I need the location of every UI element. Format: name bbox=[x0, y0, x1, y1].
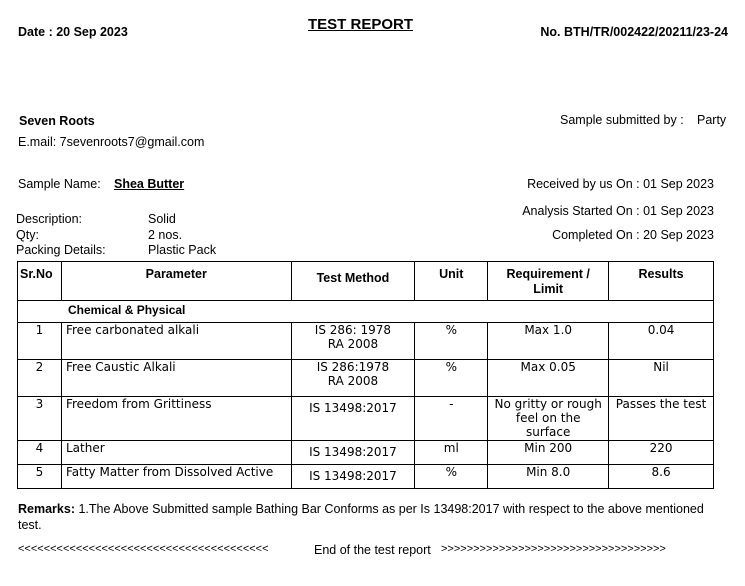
method-line-2: RA 2008 bbox=[327, 374, 379, 388]
client-email: E.mail: 7sevenroots7@gmail.com bbox=[18, 135, 205, 149]
cell-requirement bbox=[488, 397, 609, 441]
cell-requirement: Max 1.0 bbox=[488, 323, 609, 360]
footer-end-text: End of the test report bbox=[314, 543, 431, 557]
table-row bbox=[18, 360, 714, 397]
header-parameter: Parameter bbox=[61, 262, 291, 301]
table-row bbox=[18, 441, 714, 465]
cell-result: Passes the test bbox=[609, 397, 714, 441]
received-date: Received by us On : 01 Sep 2023 bbox=[527, 177, 714, 191]
requirement-line-1: No gritty or rough bbox=[494, 397, 602, 411]
cell-unit: % bbox=[415, 323, 488, 360]
qty-label: Qty: bbox=[16, 228, 39, 242]
cell-method: IS 13498:2017 bbox=[291, 397, 415, 441]
cell-requirement: Min 8.0 bbox=[488, 465, 609, 489]
report-date: Date : 20 Sep 2023 bbox=[18, 25, 128, 39]
packing-value: Plastic Pack bbox=[148, 243, 217, 257]
section-row bbox=[18, 301, 714, 323]
cell-parameter: Lather bbox=[61, 441, 291, 465]
method-line-1: IS 286:1978 bbox=[316, 360, 390, 374]
qty-value: 2 nos. bbox=[148, 228, 183, 242]
report-number: No. BTH/TR/002422/20211/23-24 bbox=[540, 25, 728, 39]
cell-unit: ml bbox=[415, 441, 488, 465]
cell-parameter: Freedom from Grittiness bbox=[61, 397, 291, 441]
table-row bbox=[18, 323, 714, 360]
cell-result: Nil bbox=[609, 360, 714, 397]
cell-method bbox=[291, 360, 415, 397]
header-test-method: Test Method bbox=[291, 262, 415, 301]
client-name: Seven Roots bbox=[19, 114, 95, 128]
footer-left-markers: <<<<<<<<<<<<<<<<<<<<<<<<<<<<<<<<<<<<<<< bbox=[18, 543, 269, 555]
cell-sr: 1 bbox=[18, 323, 62, 360]
table-header-row bbox=[18, 262, 714, 301]
cell-sr: 5 bbox=[18, 465, 62, 489]
cell-sr: 2 bbox=[18, 360, 62, 397]
cell-sr: 3 bbox=[18, 397, 62, 441]
report-title: TEST REPORT bbox=[308, 16, 414, 33]
header-unit: Unit bbox=[415, 262, 488, 301]
sample-submitted-value: Party bbox=[697, 113, 727, 127]
cell-result: 8.6 bbox=[609, 465, 714, 489]
sample-submitted-label: Sample submitted by : bbox=[560, 113, 684, 127]
cell-method: IS 13498:2017 bbox=[291, 465, 415, 489]
table-row bbox=[18, 397, 714, 441]
completed-date: Completed On : 20 Sep 2023 bbox=[552, 228, 714, 242]
cell-sr: 4 bbox=[18, 441, 62, 465]
cell-parameter: Free carbonated alkali bbox=[61, 323, 291, 360]
cell-method bbox=[291, 323, 415, 360]
cell-unit: % bbox=[415, 360, 488, 397]
section-label: Chemical & Physical bbox=[18, 301, 714, 323]
requirement-line-2: feel on the surface bbox=[515, 411, 581, 439]
results-table bbox=[17, 261, 714, 489]
cell-result: 220 bbox=[609, 441, 714, 465]
cell-parameter: Fatty Matter from Dissolved Active bbox=[61, 465, 291, 489]
method-line-2: RA 2008 bbox=[327, 337, 379, 351]
method-line-1: IS 286: 1978 bbox=[314, 323, 392, 337]
cell-requirement: Max 0.05 bbox=[488, 360, 609, 397]
packing-label: Packing Details: bbox=[16, 243, 106, 257]
header-results: Results bbox=[609, 262, 714, 301]
remarks-label: Remarks: bbox=[18, 502, 75, 516]
footer-right-markers: >>>>>>>>>>>>>>>>>>>>>>>>>>>>>>>>>>> bbox=[441, 543, 666, 555]
sample-name-value: Shea Butter bbox=[114, 177, 185, 191]
cell-requirement: Min 200 bbox=[488, 441, 609, 465]
cell-unit: % bbox=[415, 465, 488, 489]
cell-parameter: Free Caustic Alkali bbox=[61, 360, 291, 397]
header-srno: Sr.No bbox=[18, 262, 62, 301]
analysis-started-date: Analysis Started On : 01 Sep 2023 bbox=[522, 204, 714, 218]
table-row bbox=[18, 465, 714, 489]
description-value: Solid bbox=[148, 212, 176, 226]
header-requirement: Requirement / Limit bbox=[488, 262, 609, 301]
remarks-text: 1.The Above Submitted sample Bathing Bar Conforms as per Is 13498:2017 with respect to the above mentioned test. bbox=[18, 502, 704, 532]
description-label: Description: bbox=[16, 212, 82, 226]
cell-method: IS 13498:2017 bbox=[291, 441, 415, 465]
cell-unit: - bbox=[415, 397, 488, 441]
sample-name-label: Sample Name: bbox=[18, 177, 101, 191]
remarks bbox=[18, 501, 718, 533]
cell-result: 0.04 bbox=[609, 323, 714, 360]
